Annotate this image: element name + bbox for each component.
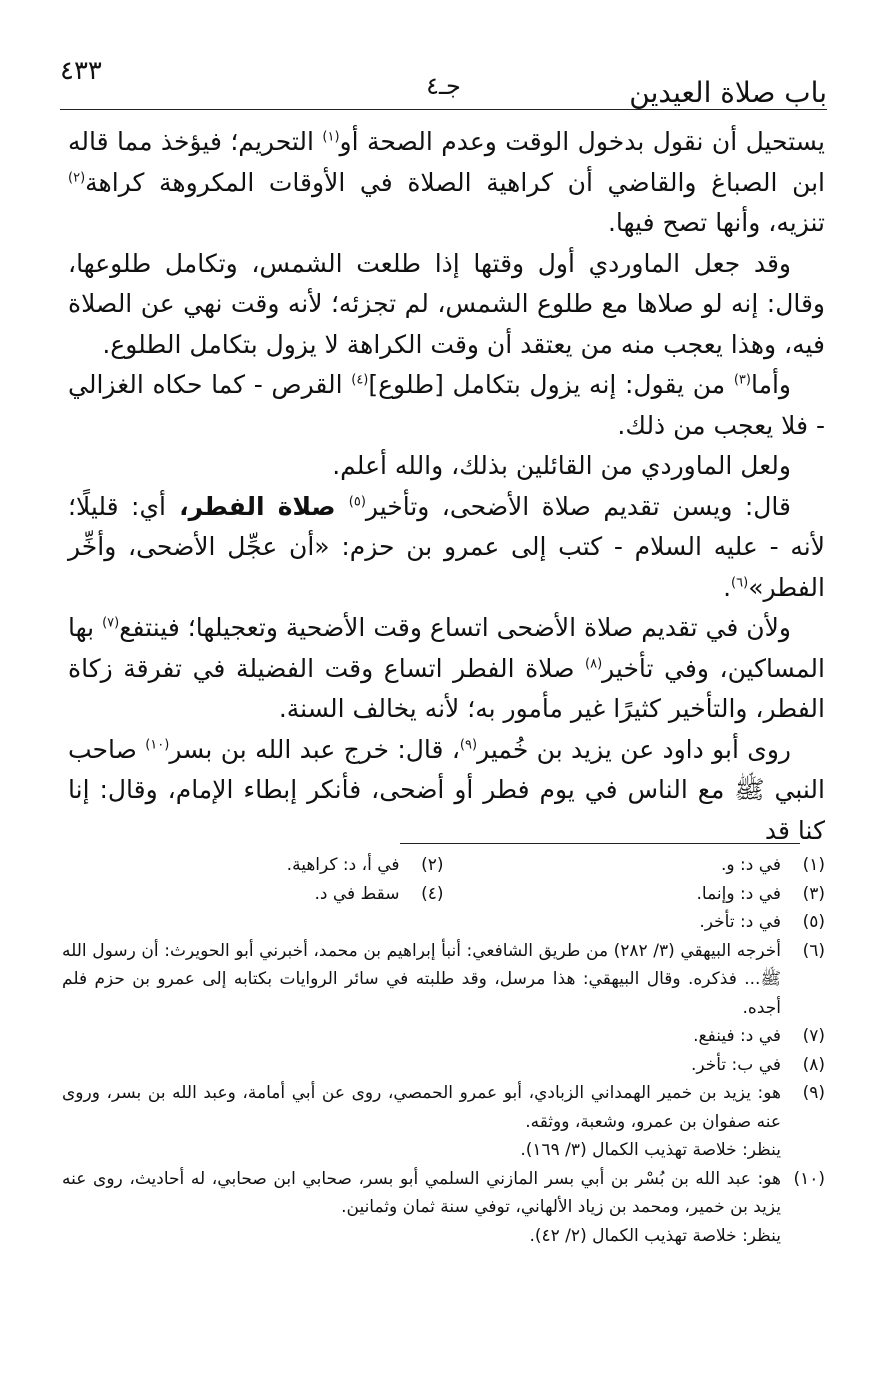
footnote-reference: ينظر: خلاصة تهذيب الكمال (٣/ ١٦٩). [520,1140,781,1160]
footnote-text: سقط في د. [314,883,400,904]
text: من يقول: إنه يزول بتكامل [طلوع] [368,370,734,399]
paragraph-3 [68,365,825,446]
volume-number: جـ٤ [426,72,461,100]
footnote-row [62,880,825,909]
footnote-body [62,1165,781,1251]
footnote-marker[interactable]: (٨) [585,656,603,672]
text: . [723,572,732,602]
footnote-marker[interactable]: (١) [322,129,340,145]
footnote-row [62,851,825,880]
footnotes [62,851,825,1250]
paragraph-2: وقد جعل الماوردي أول وقتها إذا طلعت الشمس، وتكامل طلوعها، وقال: إنه لو صلاها مع طلوع الشمس، لم تجزئه؛ لأنه وقت نهي عن الصلاة فيه، وهذا يعجب منه من يعتقد أن وقت الكراهة لا يزول بتكامل الطلوع. [68,248,825,359]
footnote-number: (١) [802,855,825,875]
text: ، قال: خرج عبد الله بن بسر [169,734,460,764]
text: التحريم؛ فيؤخذ مما قاله ابن الصباغ والقاضي أن كراهية الصلاة في الأوقات المكروهة كراهة [68,127,825,197]
footnote-1 [444,851,826,880]
bold-text: صلاة الفطر، [166,491,349,521]
footnote-rule [400,843,800,844]
text: القرص - كما حكاه الغزالي - فلا يعجب من ذلك. [68,370,825,440]
footnote-marker[interactable]: (٥) [348,494,366,510]
footnote-marker[interactable]: (٢) [68,170,86,186]
header-rule [60,109,827,110]
footnote-number: (١٠) [793,1168,825,1189]
footnote-marker[interactable]: (٤) [351,372,369,388]
footnote-text: هو: عبد الله بن بُسْر بن أبي بسر المازني السلمي أبو بسر، صحابي ابن صحابي، له أحاديث، روى عنه يزيد بن خمير، ومحمد بن زياد الألهاني، توفي سنة ثمان وثمانين. [62,1168,781,1217]
footnote-10 [62,1165,825,1251]
paragraph-4: ولعل الماوردي من القائلين بذلك، والله أعلم. [332,451,791,480]
footnote-number: (٤) [421,883,444,904]
text: صاحب النبي ﷺ مع الناس في يوم فطر أو أضحى، فأنكر إبطاء الإمام، وقال: إنا كنا قد [68,734,825,845]
running-header [60,56,827,109]
text: ولأن في تقديم صلاة الأضحى اتساع وقت الأضحية وتعجيلها؛ فينتفع [119,613,792,642]
footnote-3 [444,880,826,909]
page-number: ٤٣٣ [60,56,102,86]
footnote-marker[interactable]: (٦) [731,575,749,591]
footnote-text: هو: يزيد بن خمير الهمداني الزبادي، أبو عمرو الحمصي، روى عن أبي أمامة، وعبد الله بن بسر، وروى عنه صفوان بن عمرو، وشعبة، ووثقه. [62,1083,781,1132]
footnote-marker[interactable]: (٣) [733,372,751,388]
text: تنزيه، وأنها تصح فيها. [607,208,825,237]
footnote-text: أخرجه البيهقي (٣/ ٢٨٢) من طريق الشافعي: أنبأ إبراهيم بن محمد، أخبرني أبو الحويرث: أن رسول الله ﷺ... فذكره. وقال البيهقي: هذا مرسل، وقد طلبته في سائر الروايات بكتابه إلى عمرو بن حزم فلم أجده. [62,940,781,1018]
text: وأما [750,370,791,399]
footnote-8 [62,1051,825,1080]
main-text [68,122,825,851]
text: بها المساكين، وفي تأخير [68,613,825,683]
footnote-text: في ب: تأخر. [690,1054,781,1075]
footnote-text: في أ، د: كراهية. [286,855,400,875]
footnote-6 [62,937,825,1023]
text: صلاة الفطر اتساع وقت الفضيلة في تفرقة زكاة الفطر، والتأخير كثيرًا غير مأمور به؛ لأنه يخالف السنة. [68,653,825,723]
paragraph-6 [68,608,825,730]
footnote-number: (٩) [802,1083,825,1103]
text: أي: قليلًا؛ لأنه - عليه السلام - كتب إلى عمرو بن حزم: «أن عجِّل الأضحى، وأخِّر الفطر» [68,491,825,602]
paragraph-1 [68,122,825,244]
footnote-number: (٧) [802,1026,825,1046]
footnote-9 [62,1079,825,1165]
footnote-7 [62,1022,825,1051]
footnote-number: (٥) [802,912,825,932]
text: روى أبو داود عن يزيد بن خُمير [477,734,791,764]
footnote-number: (٢) [421,855,444,875]
text: قال: ويسن تقديم صلاة الأضحى، وتأخير [365,491,791,521]
footnote-5 [62,908,825,937]
chapter-title: باب صلاة العيدين [629,76,827,109]
footnote-number: (٣) [802,883,825,904]
footnote-4 [62,880,444,909]
paragraph-5 [68,487,825,609]
footnote-marker[interactable]: (١٠) [145,737,170,753]
footnote-reference: ينظر: خلاصة تهذيب الكمال (٢/ ٤٢). [529,1225,781,1246]
footnote-number: (٦) [802,940,825,961]
footnote-2 [62,851,444,880]
paragraph-7 [68,730,825,852]
footnote-number: (٨) [802,1054,825,1075]
footnote-body [62,1079,781,1165]
text: يستحيل أن نقول بدخول الوقت وعدم الصحة أو [339,127,826,156]
footnote-text: في د: فينفع. [693,1026,781,1046]
footnote-text: في د: تأخر. [699,912,781,932]
footnote-text: في د: وإنما. [696,883,781,904]
footnote-marker[interactable]: (٧) [102,615,120,631]
footnote-text: في د: و. [720,855,781,875]
footnote-marker[interactable]: (٩) [459,737,478,753]
